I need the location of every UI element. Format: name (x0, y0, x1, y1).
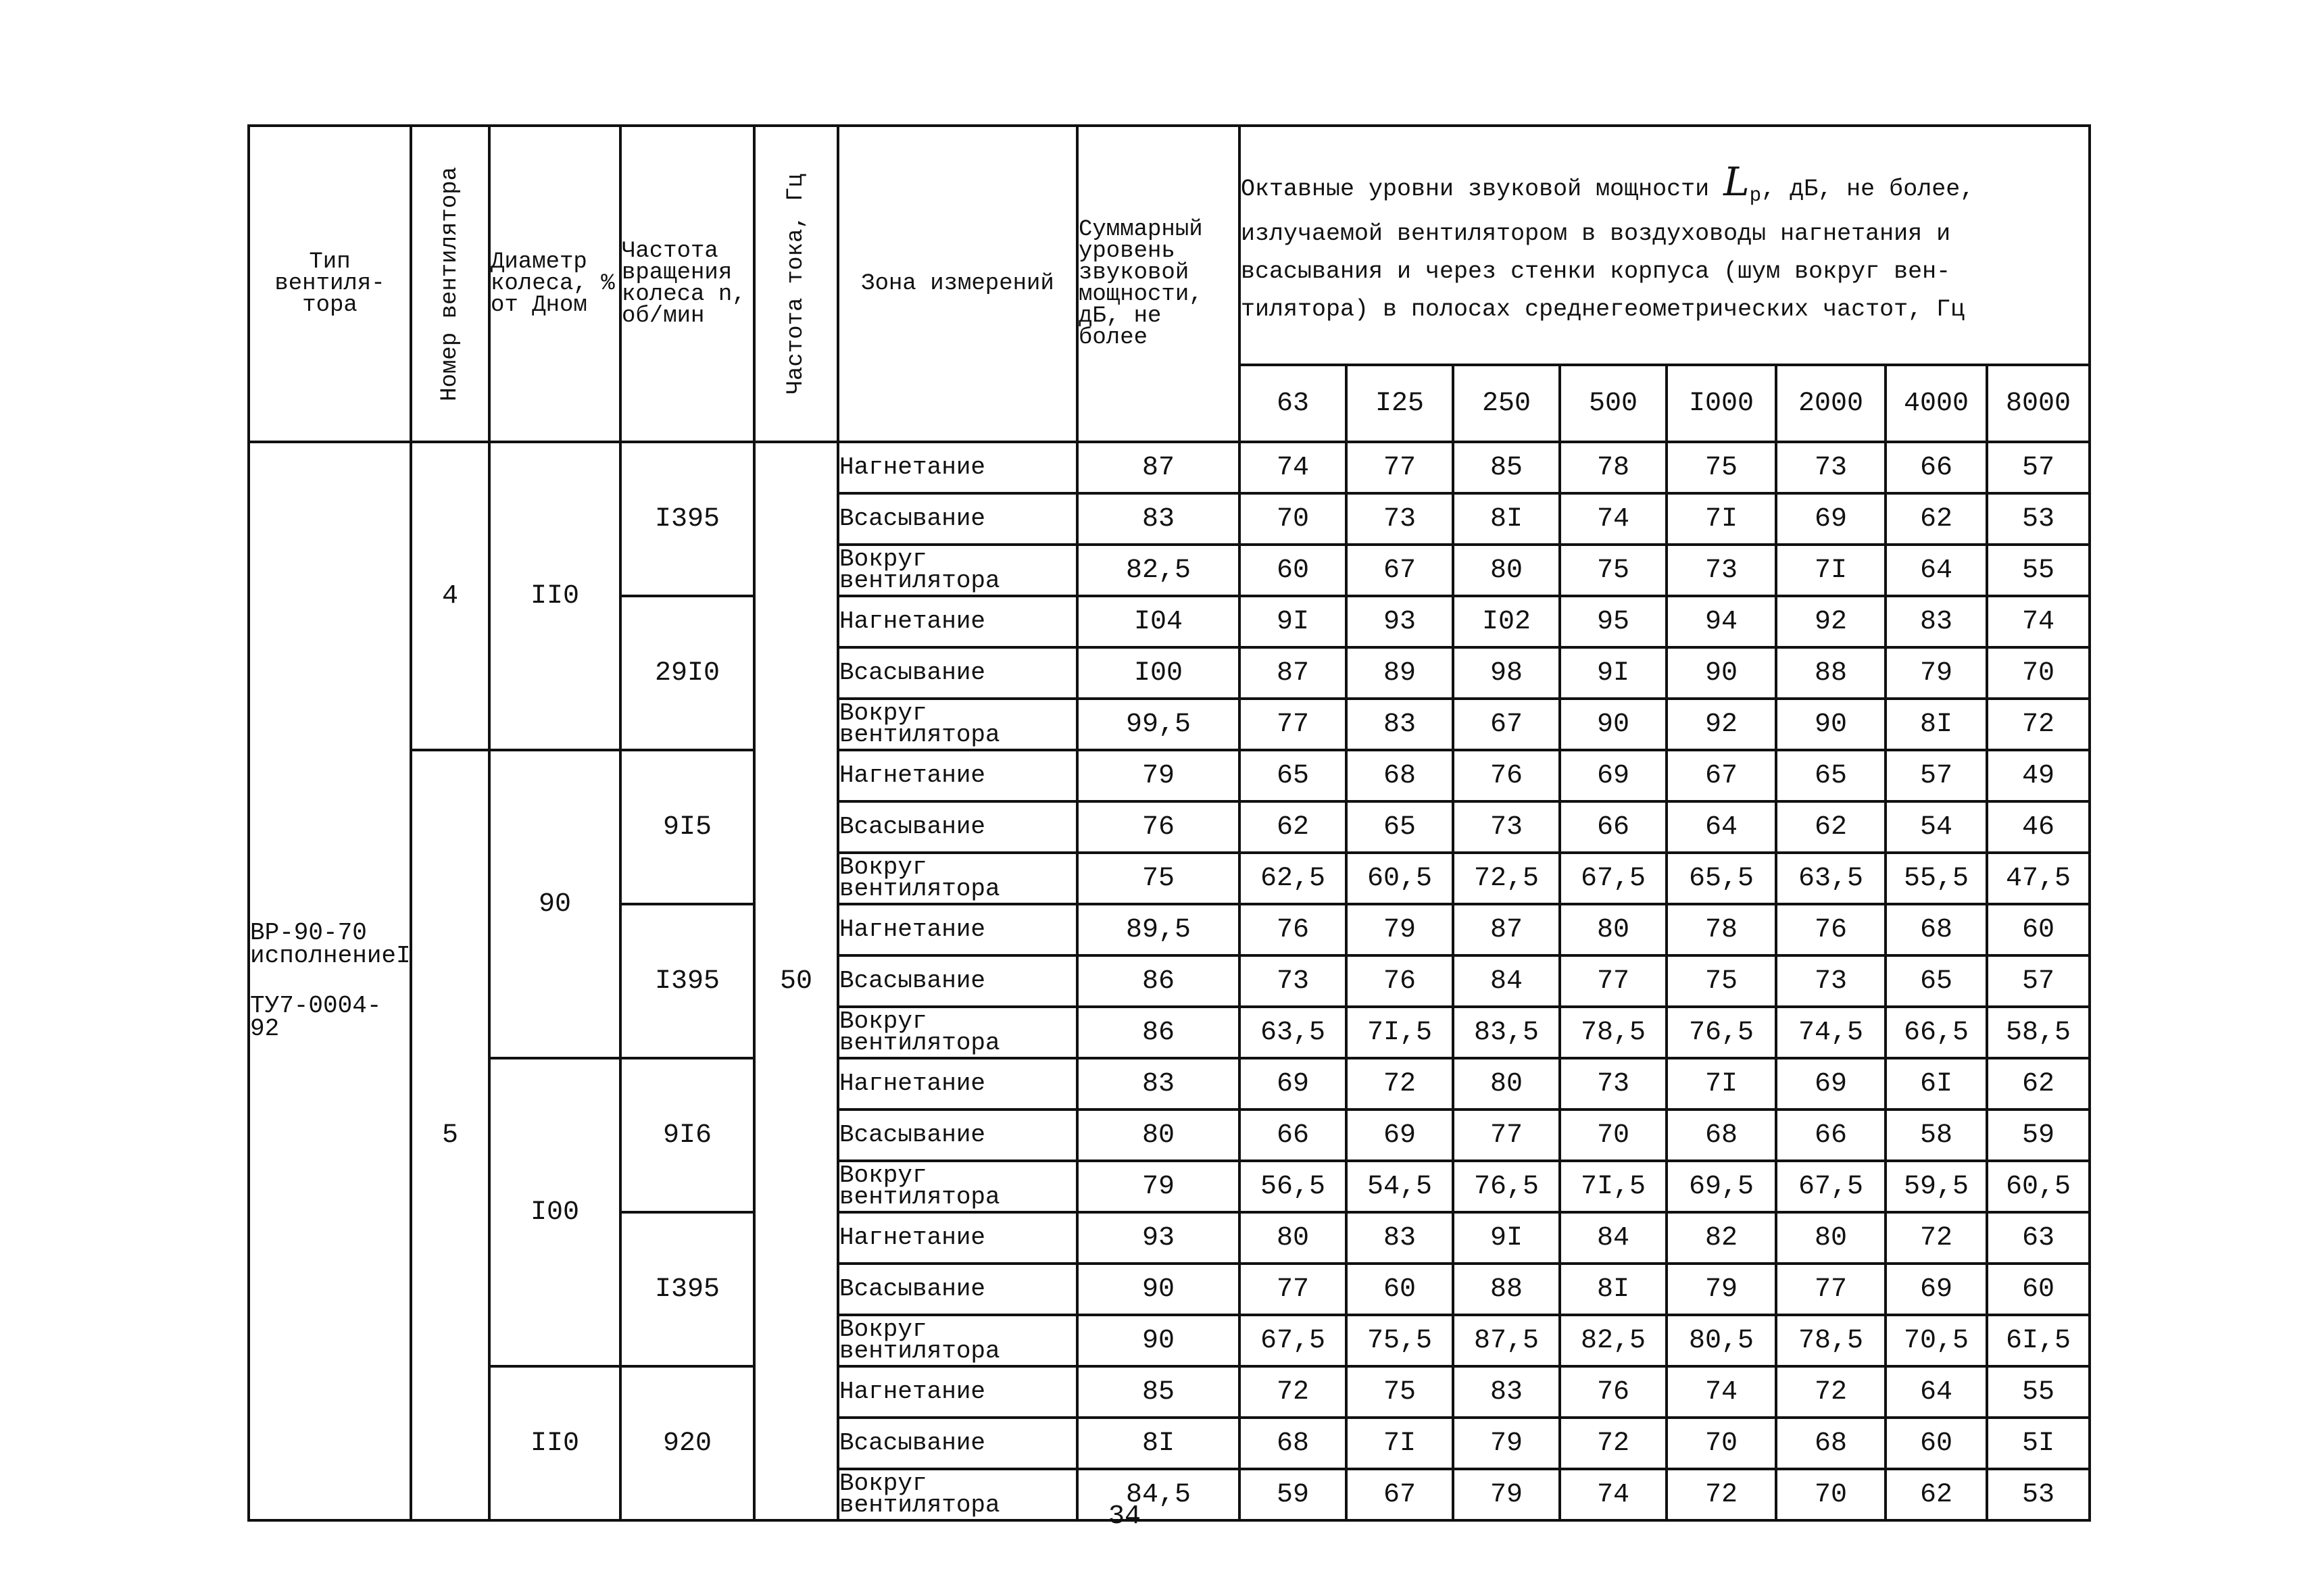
octave-title-line-2: излучаемой вентилятором в воздуховоды нагнетания и (1241, 220, 1951, 247)
octave-level-cell: 90 (1776, 699, 1886, 750)
octave-level-cell: 76,5 (1667, 1007, 1776, 1058)
octave-level-cell: 72 (1667, 1469, 1776, 1520)
octave-level-cell: 68 (1239, 1418, 1346, 1469)
octave-level-cell: 68 (1776, 1418, 1886, 1469)
octave-level-cell: 80 (1453, 1058, 1560, 1109)
octave-level-cell: 78 (1560, 442, 1667, 493)
total-level-cell: I04 (1077, 596, 1239, 647)
octave-level-cell: 67,5 (1560, 853, 1667, 904)
octave-level-cell: 82 (1667, 1212, 1776, 1264)
octave-level-cell: 88 (1776, 647, 1886, 699)
header-fan-number-label: Номер вентилятора (437, 166, 463, 401)
octave-level-cell: 59 (1239, 1469, 1346, 1520)
zone-cell: Нагнетание (838, 904, 1077, 955)
fan-type-cell (249, 442, 411, 1520)
octave-level-cell: 54 (1886, 801, 1987, 853)
octave-level-cell: 46 (1987, 801, 2090, 853)
octave-level-cell: 56,5 (1239, 1161, 1346, 1212)
octave-level-cell: 76,5 (1453, 1161, 1560, 1212)
speed-cell: 9I5 (620, 750, 754, 904)
band-header-3: 500 (1560, 365, 1667, 442)
octave-level-cell: 6I (1886, 1058, 1987, 1109)
octave-level-cell: 9I (1560, 647, 1667, 699)
octave-level-cell: 8I (1453, 493, 1560, 545)
zone-cell: Всасывание (838, 1264, 1077, 1315)
lp-symbol: L (1723, 158, 1750, 205)
specification-sheet (247, 124, 2088, 1522)
octave-level-cell: 73 (1453, 801, 1560, 853)
octave-level-cell: 74 (1667, 1366, 1776, 1418)
octave-level-cell: 59,5 (1886, 1161, 1987, 1212)
total-level-cell: 79 (1077, 750, 1239, 801)
total-level-cell: 85 (1077, 1366, 1239, 1418)
octave-level-cell: 7I,5 (1346, 1007, 1453, 1058)
octave-level-cell: 63,5 (1239, 1007, 1346, 1058)
octave-level-cell: 65 (1346, 801, 1453, 853)
octave-level-cell: 72 (1987, 699, 2090, 750)
octave-level-cell: 60,5 (1346, 853, 1453, 904)
header-rotation: Частота вращения колеса n, об/мин (620, 126, 754, 442)
octave-level-cell: 76 (1346, 955, 1453, 1007)
total-level-cell: I00 (1077, 647, 1239, 699)
octave-level-cell: 76 (1239, 904, 1346, 955)
octave-level-cell: 84 (1453, 955, 1560, 1007)
speed-cell: 9I6 (620, 1058, 754, 1212)
zone-cell: Вокруг вентилятора (838, 853, 1077, 904)
octave-level-cell: 58 (1886, 1109, 1987, 1161)
octave-level-cell: 8I (1560, 1264, 1667, 1315)
octave-level-cell: 82,5 (1560, 1315, 1667, 1366)
octave-level-cell: 65,5 (1667, 853, 1776, 904)
octave-level-cell: 83 (1886, 596, 1987, 647)
total-level-cell: 87 (1077, 442, 1239, 493)
octave-level-cell: 70 (1667, 1418, 1776, 1469)
octave-level-cell: 63 (1987, 1212, 2090, 1264)
octave-level-cell: 74 (1239, 442, 1346, 493)
octave-level-cell: 68 (1667, 1109, 1776, 1161)
total-level-cell: 83 (1077, 493, 1239, 545)
header-current-freq (754, 126, 838, 442)
octave-level-cell: 83 (1346, 1212, 1453, 1264)
noise-spec-table (247, 124, 2091, 1522)
octave-level-cell: 79 (1886, 647, 1987, 699)
table-row (249, 1366, 2090, 1418)
header-zone: Зона измерений (838, 126, 1077, 442)
octave-level-cell: 62,5 (1239, 853, 1346, 904)
octave-level-cell: 80 (1453, 545, 1560, 596)
octave-level-cell: 62 (1987, 1058, 2090, 1109)
table-row (249, 1058, 2090, 1109)
zone-cell: Всасывание (838, 801, 1077, 853)
octave-level-cell: 69,5 (1667, 1161, 1776, 1212)
octave-level-cell: 70 (1776, 1469, 1886, 1520)
diameter-cell: II0 (489, 442, 620, 750)
octave-level-cell: 77 (1239, 699, 1346, 750)
octave-level-cell: 70 (1560, 1109, 1667, 1161)
zone-cell: Всасывание (838, 1418, 1077, 1469)
zone-cell: Нагнетание (838, 750, 1077, 801)
total-level-cell: 86 (1077, 955, 1239, 1007)
octave-level-cell: 79 (1667, 1264, 1776, 1315)
zone-cell: Всасывание (838, 493, 1077, 545)
octave-level-cell: 73 (1239, 955, 1346, 1007)
table-row (249, 442, 2090, 493)
octave-level-cell: 66 (1560, 801, 1667, 853)
octave-level-cell: 69 (1560, 750, 1667, 801)
octave-level-cell: 72 (1776, 1366, 1886, 1418)
header-octave-title (1239, 126, 2090, 365)
octave-level-cell: 6I,5 (1987, 1315, 2090, 1366)
fan-number-cell: 5 (411, 750, 489, 1520)
octave-title-line-1: Октавные уровни звуковой мощности $L_р$, дБ, не более, (1241, 158, 1975, 207)
total-level-cell: 82,5 (1077, 545, 1239, 596)
octave-level-cell: 70 (1239, 493, 1346, 545)
octave-level-cell: 80 (1239, 1212, 1346, 1264)
speed-cell: 29I0 (620, 596, 754, 750)
octave-level-cell: 66,5 (1886, 1007, 1987, 1058)
band-header-0: 63 (1239, 365, 1346, 442)
octave-level-cell: 89 (1346, 647, 1453, 699)
octave-level-cell: 68 (1886, 904, 1987, 955)
octave-level-cell: 76 (1776, 904, 1886, 955)
octave-level-cell: 76 (1560, 1366, 1667, 1418)
octave-level-cell: 9I (1453, 1212, 1560, 1264)
octave-level-cell: 62 (1886, 1469, 1987, 1520)
octave-level-cell: 55,5 (1886, 853, 1987, 904)
octave-level-cell: 8I (1886, 699, 1987, 750)
total-level-cell: 89,5 (1077, 904, 1239, 955)
band-header-6: 4000 (1886, 365, 1987, 442)
header-fan-number (411, 126, 489, 442)
band-header-5: 2000 (1776, 365, 1886, 442)
zone-cell: Нагнетание (838, 1212, 1077, 1264)
band-header-4: I000 (1667, 365, 1776, 442)
total-level-cell: 8I (1077, 1418, 1239, 1469)
octave-level-cell: 98 (1453, 647, 1560, 699)
octave-level-cell: 49 (1987, 750, 2090, 801)
octave-title-line-4: тилятора) в полосах среднегеометрических частот, Гц (1241, 295, 1965, 323)
octave-level-cell: 78,5 (1776, 1315, 1886, 1366)
speed-cell: I395 (620, 904, 754, 1058)
octave-level-cell: 53 (1987, 1469, 2090, 1520)
header-total-level: Суммарный уровень звуковой мощности, дБ, не более (1077, 126, 1239, 442)
octave-level-cell: 62 (1239, 801, 1346, 853)
octave-level-cell: 69 (1776, 1058, 1886, 1109)
octave-level-cell: 7I (1346, 1418, 1453, 1469)
header-current-freq-label: Частота тока, Гц (783, 173, 809, 395)
zone-cell: Всасывание (838, 1109, 1077, 1161)
band-header-1: I25 (1346, 365, 1453, 442)
octave-level-cell: 70 (1987, 647, 2090, 699)
octave-level-cell: 55 (1987, 1366, 2090, 1418)
octave-level-cell: 57 (1987, 442, 2090, 493)
header-diameter: Диаметр колеса, % от Дном (489, 126, 620, 442)
total-level-cell: 76 (1077, 801, 1239, 853)
fan-type-line: ВР-90-70 (250, 919, 367, 947)
octave-level-cell: 9I (1239, 596, 1346, 647)
header-row-1 (249, 126, 2090, 365)
octave-level-cell: 72 (1886, 1212, 1987, 1264)
zone-cell: Вокруг вентилятора (838, 1161, 1077, 1212)
octave-level-cell: 69 (1776, 493, 1886, 545)
octave-level-cell: 93 (1346, 596, 1453, 647)
octave-level-cell: 72 (1560, 1418, 1667, 1469)
octave-level-cell: 55 (1987, 545, 2090, 596)
octave-level-cell: 83,5 (1453, 1007, 1560, 1058)
total-level-cell: 90 (1077, 1315, 1239, 1366)
total-level-cell: 80 (1077, 1109, 1239, 1161)
octave-level-cell: 75 (1560, 545, 1667, 596)
octave-level-cell: 75,5 (1346, 1315, 1453, 1366)
octave-level-cell: 7I (1667, 1058, 1776, 1109)
zone-cell: Вокруг вентилятора (838, 1315, 1077, 1366)
speed-cell: I395 (620, 1212, 754, 1366)
diameter-cell: II0 (489, 1366, 620, 1520)
diameter-cell: I00 (489, 1058, 620, 1366)
octave-level-cell: 72 (1239, 1366, 1346, 1418)
octave-level-cell: 77 (1453, 1109, 1560, 1161)
octave-level-cell: 92 (1667, 699, 1776, 750)
zone-cell: Нагнетание (838, 442, 1077, 493)
octave-level-cell: 80 (1560, 904, 1667, 955)
speed-cell: 920 (620, 1366, 754, 1520)
page-number-label: 34 (1108, 1501, 1141, 1532)
octave-level-cell: 60 (1987, 1264, 2090, 1315)
total-level-cell: 79 (1077, 1161, 1239, 1212)
octave-level-cell: 69 (1886, 1264, 1987, 1315)
octave-level-cell: 75 (1667, 955, 1776, 1007)
octave-level-cell: 70,5 (1886, 1315, 1987, 1366)
octave-level-cell: 53 (1987, 493, 2090, 545)
octave-level-cell: 65 (1886, 955, 1987, 1007)
octave-level-cell: 90 (1560, 699, 1667, 750)
octave-level-cell: 59 (1987, 1109, 2090, 1161)
octave-level-cell: 69 (1239, 1058, 1346, 1109)
octave-level-cell: 60 (1239, 545, 1346, 596)
octave-level-cell: 73 (1346, 493, 1453, 545)
octave-level-cell: 63,5 (1776, 853, 1886, 904)
octave-level-cell: 7I,5 (1560, 1161, 1667, 1212)
octave-level-cell: 62 (1776, 801, 1886, 853)
octave-level-cell: 90 (1667, 647, 1776, 699)
octave-level-cell: 64 (1886, 1366, 1987, 1418)
octave-level-cell: 78 (1667, 904, 1776, 955)
octave-level-cell: 83 (1346, 699, 1453, 750)
octave-level-cell: 64 (1886, 545, 1987, 596)
octave-level-cell: 79 (1346, 904, 1453, 955)
speed-cell: I395 (620, 442, 754, 596)
octave-level-cell: 65 (1239, 750, 1346, 801)
total-level-cell: 93 (1077, 1212, 1239, 1264)
octave-level-cell: 60,5 (1987, 1161, 2090, 1212)
octave-level-cell: 72,5 (1453, 853, 1560, 904)
octave-title-line-3: всасывания и через стенки корпуса (шум вокруг вен- (1241, 257, 1951, 285)
octave-level-cell: 60 (1346, 1264, 1453, 1315)
octave-level-cell: 77 (1239, 1264, 1346, 1315)
octave-level-cell: 67,5 (1776, 1161, 1886, 1212)
zone-cell: Всасывание (838, 647, 1077, 699)
octave-level-cell: 54,5 (1346, 1161, 1453, 1212)
octave-level-cell: 62 (1886, 493, 1987, 545)
octave-level-cell: 74 (1560, 493, 1667, 545)
octave-level-cell: 67 (1453, 699, 1560, 750)
octave-level-cell: 67,5 (1239, 1315, 1346, 1366)
octave-level-cell: 73 (1776, 955, 1886, 1007)
octave-level-cell: 79 (1453, 1418, 1560, 1469)
diameter-cell: 90 (489, 750, 620, 1058)
header-fan-type: Тип вентиля-тора (249, 126, 411, 442)
octave-level-cell: 84 (1560, 1212, 1667, 1264)
total-level-cell: 75 (1077, 853, 1239, 904)
zone-cell: Нагнетание (838, 1366, 1077, 1418)
octave-level-cell: 66 (1776, 1109, 1886, 1161)
zone-cell: Вокруг вентилятора (838, 1007, 1077, 1058)
octave-level-cell: 69 (1346, 1109, 1453, 1161)
fan-number-cell: 4 (411, 442, 489, 750)
octave-level-cell: 87 (1239, 647, 1346, 699)
total-level-cell: 83 (1077, 1058, 1239, 1109)
octave-level-cell: 60 (1886, 1418, 1987, 1469)
octave-level-cell: 60 (1987, 904, 2090, 955)
octave-level-cell: 5I (1987, 1418, 2090, 1469)
octave-level-cell: 66 (1886, 442, 1987, 493)
octave-level-cell: 58,5 (1987, 1007, 2090, 1058)
octave-level-cell: 92 (1776, 596, 1886, 647)
octave-level-cell: 75 (1667, 442, 1776, 493)
fan-type-line: исполнениеI (250, 942, 411, 970)
octave-level-cell: 73 (1667, 545, 1776, 596)
total-level-cell: 84,5 (1077, 1469, 1239, 1520)
octave-level-cell: 87 (1453, 904, 1560, 955)
total-level-cell: 99,5 (1077, 699, 1239, 750)
band-header-2: 250 (1453, 365, 1560, 442)
octave-level-cell: 85 (1453, 442, 1560, 493)
octave-level-cell: 68 (1346, 750, 1453, 801)
octave-level-cell: 80 (1776, 1212, 1886, 1264)
octave-level-cell: 74 (1987, 596, 2090, 647)
octave-level-cell: 74 (1560, 1469, 1667, 1520)
zone-cell: Вокруг вентилятора (838, 1469, 1077, 1520)
octave-level-cell: 77 (1560, 955, 1667, 1007)
octave-level-cell: 87,5 (1453, 1315, 1560, 1366)
band-header-7: 8000 (1987, 365, 2090, 442)
octave-level-cell: 47,5 (1987, 853, 2090, 904)
octave-level-cell: 95 (1560, 596, 1667, 647)
zone-cell: Нагнетание (838, 596, 1077, 647)
octave-level-cell: 80,5 (1667, 1315, 1776, 1366)
octave-level-cell: 75 (1346, 1366, 1453, 1418)
octave-level-cell: 77 (1776, 1264, 1886, 1315)
fan-type-line: ТУ7-0004-92 (250, 992, 382, 1043)
octave-level-cell: 7I (1667, 493, 1776, 545)
octave-level-cell: 88 (1453, 1264, 1560, 1315)
octave-level-cell: 57 (1886, 750, 1987, 801)
octave-level-cell: 78,5 (1560, 1007, 1667, 1058)
octave-level-cell: 79 (1453, 1469, 1560, 1520)
zone-cell: Всасывание (838, 955, 1077, 1007)
octave-level-cell: 64 (1667, 801, 1776, 853)
octave-level-cell: 67 (1667, 750, 1776, 801)
total-level-cell: 90 (1077, 1264, 1239, 1315)
current-frequency-cell: 50 (754, 442, 838, 1520)
octave-level-cell: 73 (1560, 1058, 1667, 1109)
zone-cell: Нагнетание (838, 1058, 1077, 1109)
octave-level-cell: 67 (1346, 1469, 1453, 1520)
octave-level-cell: 74,5 (1776, 1007, 1886, 1058)
octave-level-cell: 72 (1346, 1058, 1453, 1109)
octave-level-cell: 73 (1776, 442, 1886, 493)
octave-level-cell: 76 (1453, 750, 1560, 801)
octave-level-cell: 57 (1987, 955, 2090, 1007)
octave-level-cell: 77 (1346, 442, 1453, 493)
octave-level-cell: I02 (1453, 596, 1560, 647)
zone-cell: Вокруг вентилятора (838, 699, 1077, 750)
octave-level-cell: 7I (1776, 545, 1886, 596)
zone-cell: Вокруг вентилятора (838, 545, 1077, 596)
total-level-cell: 86 (1077, 1007, 1239, 1058)
octave-level-cell: 65 (1776, 750, 1886, 801)
octave-level-cell: 67 (1346, 545, 1453, 596)
octave-level-cell: 83 (1453, 1366, 1560, 1418)
octave-level-cell: 66 (1239, 1109, 1346, 1161)
octave-level-cell: 94 (1667, 596, 1776, 647)
table-row (249, 750, 2090, 801)
